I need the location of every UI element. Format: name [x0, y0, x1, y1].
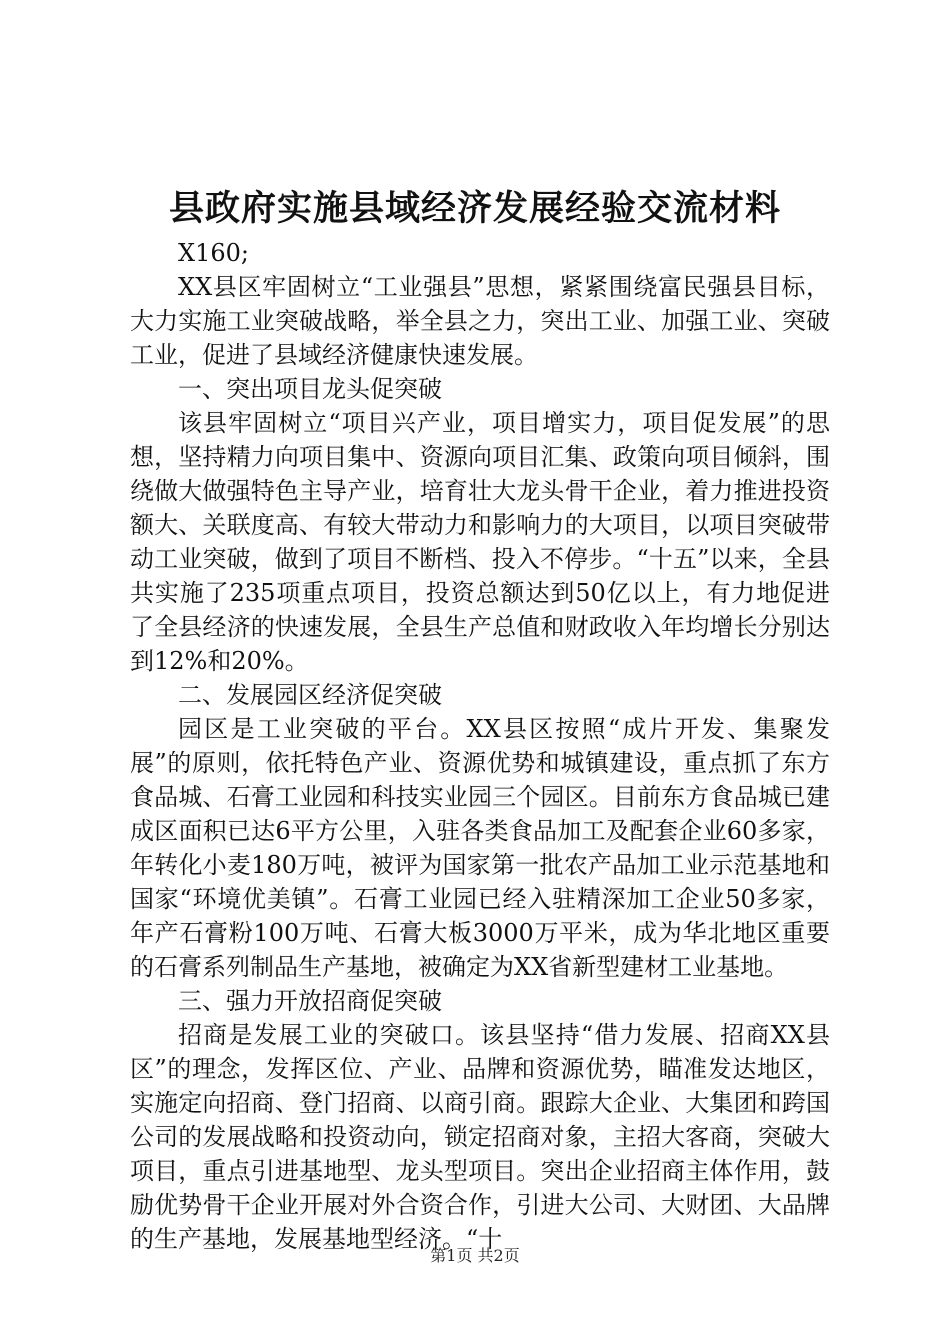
paragraph-code: X160; — [178, 239, 249, 267]
section-heading-3: 三、强力开放招商促突破 — [178, 987, 442, 1015]
paragraph-section-1: 该县牢固树立“项目兴产业，项目增实力，项目促发展”的思想，坚持精力向项目集中、资源向项目汇集、政策向项目倾斜，围绕做大做强特色主导产业，培育壮大龙头骨干企业，着力推进投资额大、关联度高、有较大带动力和影响力的大项目，以项目突破带动工业突破，做到了项目不断档、投入不停步。“十五”以来，全县共实施了235项重点项目，投资总额达到50亿以上，有力地促进了全县经济的快速发展，全县生产总值和财政收入年均增长分别达到12%和20%。 — [130, 409, 830, 675]
section-heading-1: 一、突出项目龙头促突破 — [178, 375, 442, 403]
document-body — [130, 236, 830, 1256]
paragraph-intro: XX县区牢固树立“工业强县”思想，紧紧围绕富民强县目标，大力实施工业突破战略，举全县之力，突出工业、加强工业、突破工业，促进了县域经济健康快速发展。 — [130, 273, 830, 369]
paragraph-section-2: 园区是工业突破的平台。XX县区按照“成片开发、集聚发展”的原则，依托特色产业、资源优势和城镇建设，重点抓了东方食品城、石膏工业园和科技实业园三个园区。目前东方食品城已建成区面积已达6平方公里，入驻各类食品加工及配套企业60多家，年转化小麦180万吨，被评为国家第一批农产品加工业示范基地和国家“环境优美镇”。石膏工业园已经入驻精深加工企业50多家，年产石膏粉100万吨、石膏大板3000万平米，成为华北地区重要的石膏系列制品生产基地，被确定为XX省新型建材工业基地。 — [130, 715, 830, 981]
section-heading-2: 二、发展园区经济促突破 — [178, 681, 442, 709]
paragraph-section-3: 招商是发展工业的突破口。该县坚持“借力发展、招商XX县区”的理念，发挥区位、产业、品牌和资源优势，瞄准发达地区，实施定向招商、登门招商、以商引商。跟踪大企业、大集团和跨国公司的发展战略和投资动向，锁定招商对象，主招大客商，突破大项目，重点引进基地型、龙头型项目。突出企业招商主体作用，鼓励优势骨干企业开展对外合资合作，引进大公司、大财团、大品牌的生产基地，发展基地型经济。“十 — [130, 1021, 830, 1253]
document-title: 县政府实施县域经济发展经验交流材料 — [168, 188, 781, 229]
page-number-footer: 第1页 共2页 — [430, 1246, 520, 1265]
